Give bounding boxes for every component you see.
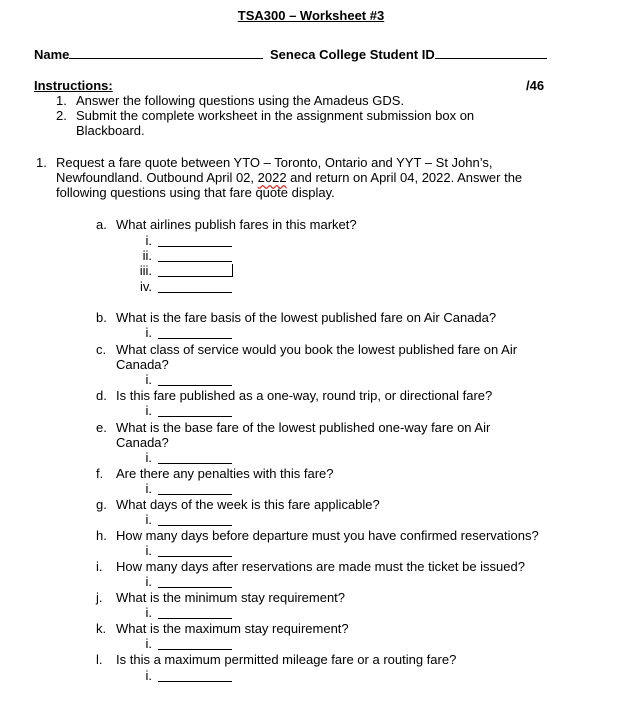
q-a-answer-1[interactable] bbox=[158, 234, 232, 247]
q-h-text: How many days before departure must you have confirmed reservations? bbox=[116, 528, 539, 543]
q-h-answer[interactable] bbox=[158, 544, 232, 557]
q-i-text: How many days after reservations are made must the ticket be issued? bbox=[116, 559, 525, 574]
q-c-text-1: What class of service would you book the lowest published fare on Air bbox=[116, 342, 518, 357]
question-1-year: 2022 bbox=[257, 170, 287, 185]
q-f-text: Are there any penalties with this fare? bbox=[116, 466, 334, 481]
q-l-roman: i. bbox=[145, 668, 152, 683]
instructions-heading: Instructions: bbox=[34, 78, 113, 93]
q-a-answer-4[interactable] bbox=[158, 280, 232, 293]
q-g-roman: i. bbox=[145, 512, 152, 527]
question-1-line-2a: Newfoundland. Outbound April 02, bbox=[56, 170, 258, 185]
q-b-roman: i. bbox=[145, 325, 152, 340]
q-a-letter: a. bbox=[96, 217, 107, 232]
q-i-letter: i. bbox=[96, 559, 103, 574]
q-i-roman: i. bbox=[145, 574, 152, 589]
worksheet-title: TSA300 – Worksheet #3 bbox=[237, 8, 385, 23]
q-e-answer[interactable] bbox=[158, 451, 232, 464]
q-a-roman-1: i. bbox=[145, 233, 152, 248]
q-j-letter: j. bbox=[96, 590, 103, 605]
q-l-letter: l. bbox=[96, 652, 103, 667]
q-a-roman-3: iii. bbox=[139, 263, 152, 278]
q-j-roman: i. bbox=[145, 605, 152, 620]
name-label bbox=[34, 46, 263, 62]
q-h-letter: h. bbox=[96, 528, 107, 543]
name-label-text: Name bbox=[34, 47, 70, 62]
q-e-roman: i. bbox=[145, 450, 152, 465]
instruction-text-1: Answer the following questions using the Amadeus GDS. bbox=[76, 93, 405, 108]
student-id-label bbox=[270, 46, 547, 62]
question-1-line-1: Request a fare quote between YTO – Toronto, Ontario and YYT – St John’s, bbox=[56, 155, 493, 170]
q-e-text-1: What is the base fare of the lowest published one-way fare on Air bbox=[116, 420, 491, 435]
q-k-answer[interactable] bbox=[158, 637, 232, 650]
q-c-text-2: Canada? bbox=[116, 357, 169, 372]
q-c-roman: i. bbox=[145, 372, 152, 387]
q-a-answer-2[interactable] bbox=[158, 249, 232, 262]
question-1-num: 1. bbox=[36, 155, 47, 170]
q-a-roman-4: iv. bbox=[139, 279, 152, 294]
q-a-roman-2: ii. bbox=[142, 248, 152, 263]
q-d-text: Is this fare published as a one-way, round trip, or directional fare? bbox=[116, 388, 493, 403]
question-1-line-2 bbox=[56, 170, 522, 185]
q-k-text: What is the maximum stay requirement? bbox=[116, 621, 349, 636]
q-j-answer[interactable] bbox=[158, 606, 232, 619]
q-b-text: What is the fare basis of the lowest published fare on Air Canada? bbox=[116, 310, 497, 325]
q-h-roman: i. bbox=[145, 543, 152, 558]
instruction-text-2-cont: Blackboard. bbox=[76, 123, 145, 138]
q-e-text-2: Canada? bbox=[116, 435, 169, 450]
q-f-answer[interactable] bbox=[158, 482, 232, 495]
q-l-answer[interactable] bbox=[158, 669, 232, 682]
q-d-letter: d. bbox=[96, 388, 107, 403]
q-b-answer[interactable] bbox=[158, 326, 232, 339]
q-a-text: What airlines publish fares in this market? bbox=[116, 217, 357, 232]
student-id-label-text: Seneca College Student ID bbox=[270, 47, 435, 62]
instruction-num-1: 1. bbox=[56, 93, 67, 108]
q-i-answer[interactable] bbox=[158, 575, 232, 588]
score-total: /46 bbox=[526, 78, 545, 93]
q-k-letter: k. bbox=[96, 621, 107, 636]
q-b-letter: b. bbox=[96, 310, 107, 325]
name-field[interactable] bbox=[69, 46, 263, 59]
q-f-letter: f. bbox=[96, 466, 104, 481]
q-f-roman: i. bbox=[145, 481, 152, 496]
q-c-answer[interactable] bbox=[158, 373, 232, 386]
student-id-field[interactable] bbox=[435, 46, 547, 59]
q-d-answer[interactable] bbox=[158, 404, 232, 417]
q-l-text: Is this a maximum permitted mileage fare or a routing fare? bbox=[116, 652, 457, 667]
q-a-answer-3[interactable] bbox=[158, 264, 233, 277]
q-k-roman: i. bbox=[145, 636, 152, 651]
q-g-text: What days of the week is this fare applicable? bbox=[116, 497, 380, 512]
q-e-letter: e. bbox=[96, 420, 107, 435]
q-g-answer[interactable] bbox=[158, 513, 232, 526]
q-c-letter: c. bbox=[96, 342, 107, 357]
instruction-num-2: 2. bbox=[56, 108, 67, 123]
q-j-text: What is the minimum stay requirement? bbox=[116, 590, 346, 605]
question-1-line-2b: and return on April 04, 2022. Answer the bbox=[286, 170, 523, 185]
q-d-roman: i. bbox=[145, 403, 152, 418]
instruction-text-2: Submit the complete worksheet in the assignment submission box on bbox=[76, 108, 475, 123]
q-g-letter: g. bbox=[96, 497, 107, 512]
question-1-line-3: following questions using that fare quote display. bbox=[56, 185, 335, 200]
